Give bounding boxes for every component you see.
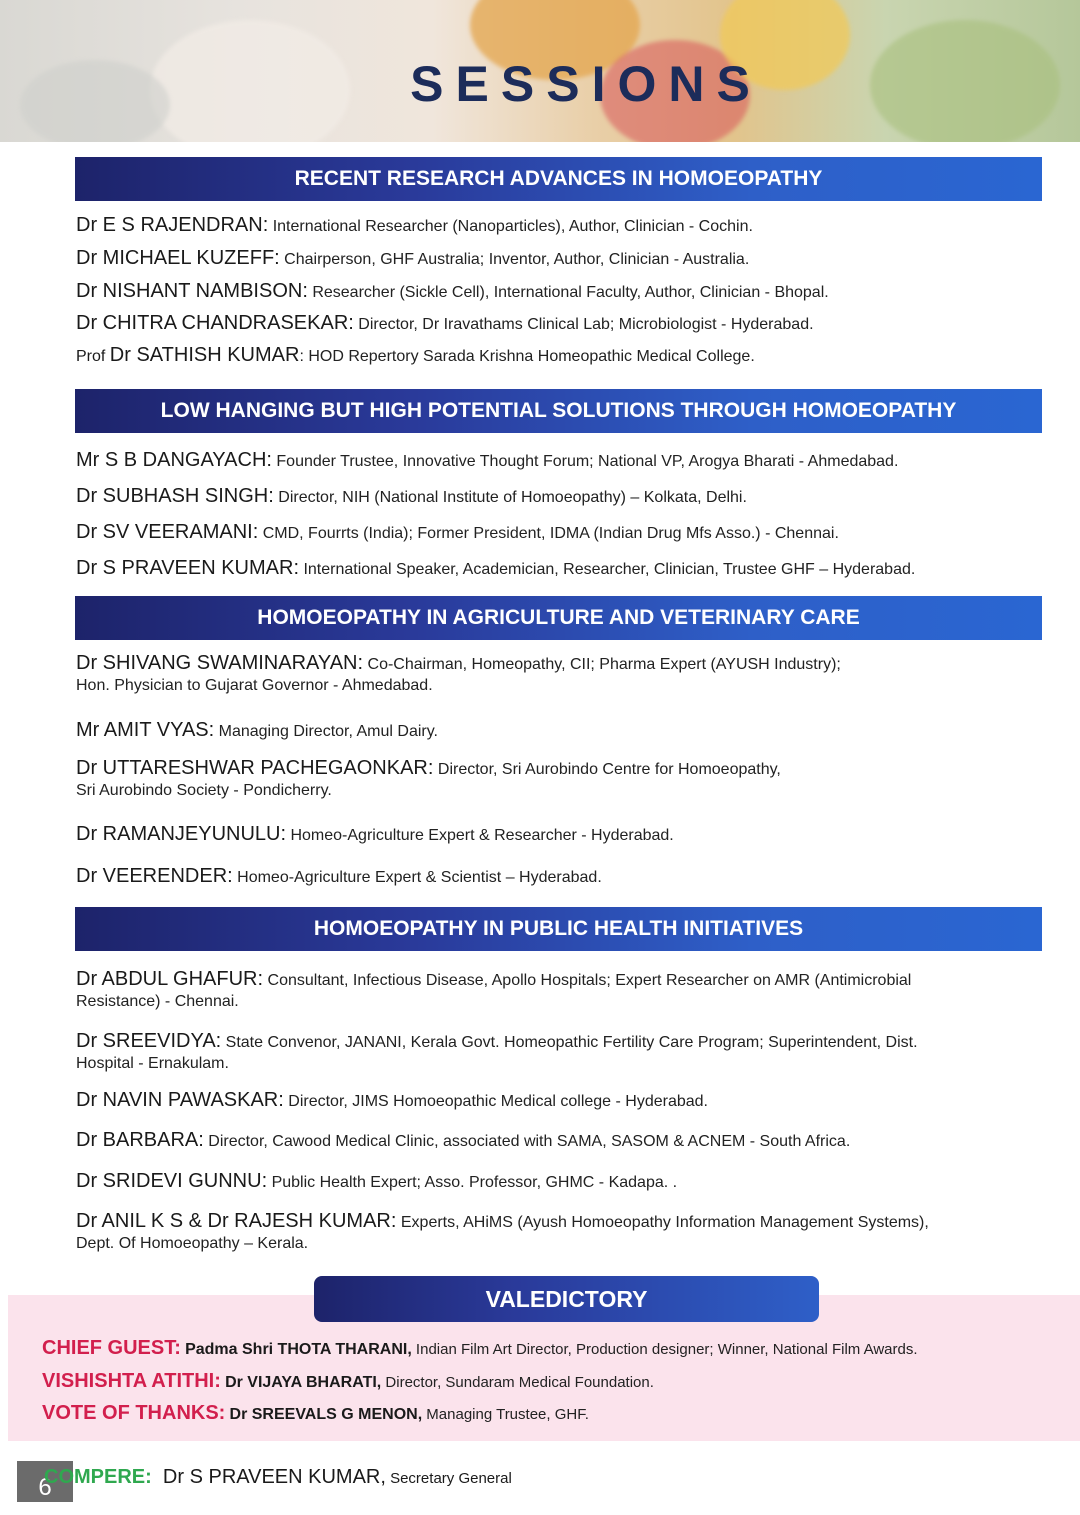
speaker-entry: Dr NISHANT NAMBISON: Researcher (Sickle Cell), International Faculty, Author, Clinician - Bhopal. (76, 280, 829, 302)
guest-entry: VOTE OF THANKS: Dr SREEVALS G MENON, Managing Trustee, GHF. (42, 1402, 589, 1424)
speaker-entry: Dr SREEVIDYA: State Convenor, JANANI, Kerala Govt. Homeopathic Fertility Care Program; Superintendent, Dist. Hospital - Ernakulam. (76, 1030, 918, 1072)
section-heading-research: RECENT RESEARCH ADVANCES IN HOMOEOPATHY (75, 157, 1042, 201)
speaker-entry: Dr SV VEERAMANI: CMD, Fourrts (India); Former President, IDMA (Indian Drug Mfs Asso.) - Chennai. (76, 521, 839, 543)
speaker-entry: Mr AMIT VYAS: Managing Director, Amul Dairy. (76, 719, 438, 741)
speaker-entry: Dr E S RAJENDRAN: International Researcher (Nanoparticles), Author, Clinician - Cochin. (76, 214, 753, 236)
guest-entry: CHIEF GUEST: Padma Shri THOTA THARANI, Indian Film Art Director, Production designer; Winner, National Film Awards. (42, 1337, 918, 1359)
speaker-entry: Dr RAMANJEYUNULU: Homeo-Agriculture Expert & Researcher - Hyderabad. (76, 823, 674, 845)
speaker-entry: Dr UTTARESHWAR PACHEGAONKAR: Director, Sri Aurobindo Centre for Homoeopathy, Sri Aurobindo Society - Pondicherry. (76, 757, 781, 799)
speaker-entry: Dr MICHAEL KUZEFF: Chairperson, GHF Australia; Inventor, Author, Clinician - Australia. (76, 247, 750, 269)
speaker-entry: Prof Dr SATHISH KUMAR: HOD Repertory Sarada Krishna Homeopathic Medical College. (76, 344, 755, 366)
speaker-entry: Mr S B DANGAYACH: Founder Trustee, Innovative Thought Forum; National VP, Arogya Bharati - Ahmedabad. (76, 449, 899, 471)
speaker-entry: Dr VEERENDER: Homeo-Agriculture Expert & Scientist – Hyderabad. (76, 865, 602, 887)
compere-line: COMPERE: Dr S PRAVEEN KUMAR, Secretary General (44, 1466, 512, 1488)
header-banner (0, 0, 1080, 142)
speaker-entry: Dr SHIVANG SWAMINARAYAN: Co-Chairman, Homeopathy, CII; Pharma Expert (AYUSH Industry); Hon. Physician to Gujarat Governor - Ahmedabad. (76, 652, 841, 694)
speaker-entry: Dr CHITRA CHANDRASEKAR: Director, Dr Iravathams Clinical Lab; Microbiologist - Hyderabad. (76, 312, 814, 334)
speaker-entry: Dr ANIL K S & Dr RAJESH KUMAR: Experts, AHiMS (Ayush Homoeopathy Information Management Systems), Dept. Of Homoeopathy – Kerala. (76, 1210, 929, 1252)
valedictory-heading: VALEDICTORY (314, 1276, 819, 1322)
speaker-entry: Dr NAVIN PAWASKAR: Director, JIMS Homoeopathic Medical college - Hyderabad. (76, 1089, 708, 1111)
speaker-entry: Dr BARBARA: Director, Cawood Medical Clinic, associated with SAMA, SASOM & ACNEM - South Africa. (76, 1129, 851, 1151)
section-heading-solutions: LOW HANGING BUT HIGH POTENTIAL SOLUTIONS THROUGH HOMOEOPATHY (75, 389, 1042, 433)
speaker-entry: Dr SRIDEVI GUNNU: Public Health Expert; Asso. Professor, GHMC - Kadapa. . (76, 1170, 678, 1192)
section-heading-public-health: HOMOEOPATHY IN PUBLIC HEALTH INITIATIVES (75, 907, 1042, 951)
guest-entry: VISHISHTA ATITHI: Dr VIJAYA BHARATI, Director, Sundaram Medical Foundation. (42, 1370, 654, 1392)
speaker-entry: Dr ABDUL GHAFUR: Consultant, Infectious Disease, Apollo Hospitals; Expert Researcher on AMR (Antimicrobial Resistance) - Chennai. (76, 968, 912, 1010)
speaker-entry: Dr SUBHASH SINGH: Director, NIH (National Institute of Homoeopathy) – Kolkata, Delhi. (76, 485, 747, 507)
section-heading-agriculture: HOMOEOPATHY IN AGRICULTURE AND VETERINARY CARE (75, 596, 1042, 640)
page-number: 6 (17, 1461, 73, 1502)
page-title: SESSIONS (410, 56, 762, 112)
speaker-entry: Dr S PRAVEEN KUMAR: International Speaker, Academician, Researcher, Clinician, Trustee GHF – Hyderabad. (76, 557, 916, 579)
